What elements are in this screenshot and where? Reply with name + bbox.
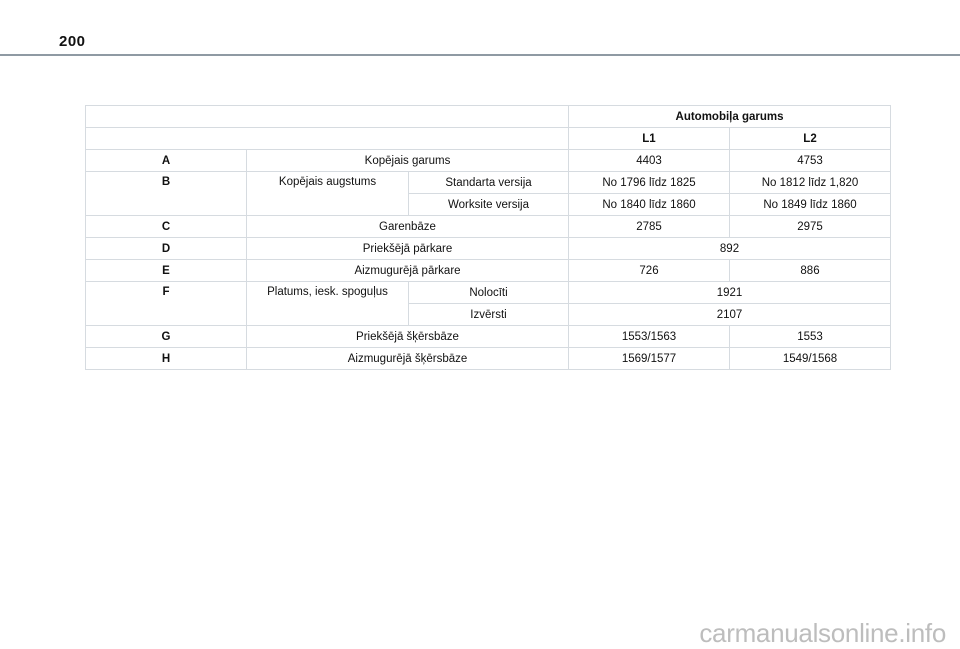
row-label: Kopējais garums — [247, 150, 569, 172]
table-subheader-row — [86, 128, 891, 150]
row-code: A — [86, 150, 247, 172]
row-l1-value: 726 — [569, 260, 730, 282]
subheader-blank-cell — [86, 128, 569, 150]
dimensions-table — [85, 105, 891, 370]
row-l1-value: 2785 — [569, 216, 730, 238]
row-label: Aizmugurējā pārkare — [247, 260, 569, 282]
table-row — [86, 172, 891, 194]
row-code: G — [86, 326, 247, 348]
table-row — [86, 348, 891, 370]
table-row — [86, 216, 891, 238]
row-code: C — [86, 216, 247, 238]
row-code: B — [86, 172, 247, 216]
table-header-row — [86, 106, 891, 128]
page-number: 200 — [59, 33, 86, 50]
row-sublabel: Worksite versija — [409, 194, 569, 216]
row-l1-value: No 1840 līdz 1860 — [569, 194, 730, 216]
header-vehicle-length: Automobiļa garums — [569, 106, 891, 128]
row-label: Kopējais augstums — [247, 172, 409, 216]
table-row — [86, 260, 891, 282]
site-watermark: carmanualsonline.info — [699, 618, 946, 648]
row-shared-value: 2107 — [569, 304, 891, 326]
row-sublabel: Izvērsti — [409, 304, 569, 326]
row-label: Garenbāze — [247, 216, 569, 238]
table-row — [86, 238, 891, 260]
row-l2-value: 1549/1568 — [730, 348, 891, 370]
table-row — [86, 326, 891, 348]
row-l1-value: 1553/1563 — [569, 326, 730, 348]
row-label: Priekšējā pārkare — [247, 238, 569, 260]
row-l1-value: 1569/1577 — [569, 348, 730, 370]
row-l2-value: No 1849 līdz 1860 — [730, 194, 891, 216]
header-divider — [0, 54, 960, 56]
row-label: Platums, iesk. spoguļus — [247, 282, 409, 326]
row-shared-value: 892 — [569, 238, 891, 260]
row-l2-value: No 1812 līdz 1,820 — [730, 172, 891, 194]
header-blank-cell — [86, 106, 569, 128]
row-code: F — [86, 282, 247, 326]
row-label: Aizmugurējā šķērsbāze — [247, 348, 569, 370]
row-l2-value: 1553 — [730, 326, 891, 348]
row-label: Priekšējā šķērsbāze — [247, 326, 569, 348]
row-sublabel: Nolocīti — [409, 282, 569, 304]
row-l2-value: 2975 — [730, 216, 891, 238]
header-l2: L2 — [730, 128, 891, 150]
row-sublabel: Standarta versija — [409, 172, 569, 194]
row-code: D — [86, 238, 247, 260]
header-l1: L1 — [569, 128, 730, 150]
row-l1-value: No 1796 līdz 1825 — [569, 172, 730, 194]
row-l2-value: 4753 — [730, 150, 891, 172]
table-row — [86, 150, 891, 172]
row-shared-value: 1921 — [569, 282, 891, 304]
row-l2-value: 886 — [730, 260, 891, 282]
row-code: H — [86, 348, 247, 370]
row-l1-value: 4403 — [569, 150, 730, 172]
table-row — [86, 282, 891, 304]
row-code: E — [86, 260, 247, 282]
